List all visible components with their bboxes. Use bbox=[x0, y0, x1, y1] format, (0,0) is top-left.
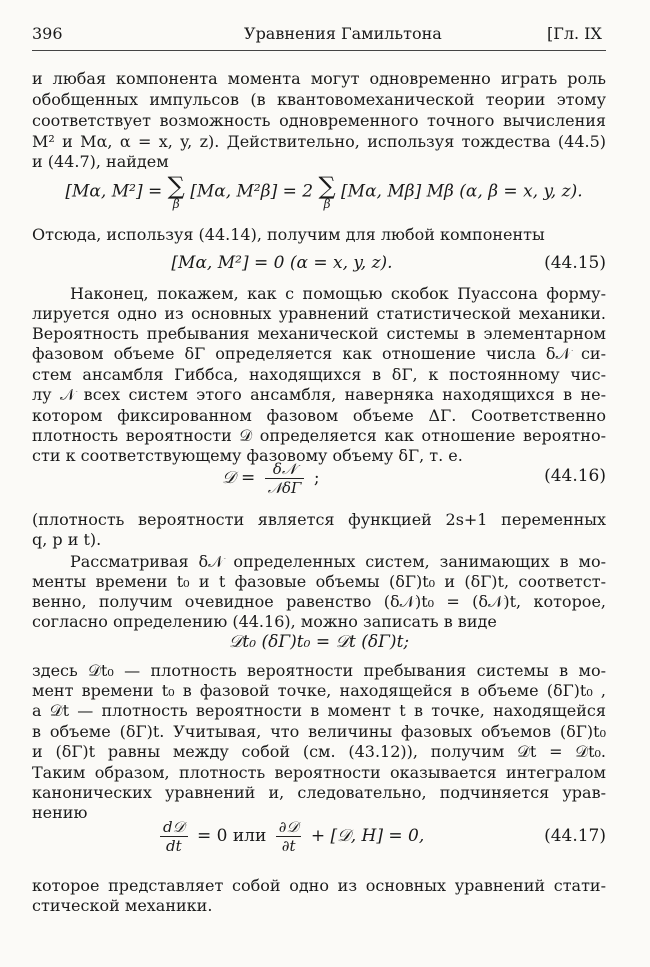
sum-symbol: ∑ β bbox=[167, 172, 185, 211]
equation-density-equality bbox=[32, 632, 606, 656]
running-title: Уравнения Гамильтона bbox=[244, 24, 442, 43]
text-line: Таким образом, плотность вероятности оказывается интегралом bbox=[32, 763, 606, 782]
eq3-left: 𝒟 = bbox=[222, 468, 256, 488]
text-line: обобщенных импульсов (в квантовомеханической теории этому bbox=[32, 90, 606, 109]
eq5-number: (44.17) bbox=[544, 826, 606, 846]
text-line: венно, получим очевидное равенство (δ𝒩)t₀ = (δ𝒩)t, которое, bbox=[32, 592, 606, 611]
equation-44-15 bbox=[32, 253, 606, 275]
eq2-number: (44.15) bbox=[544, 253, 606, 273]
text-line: мент времени t₀ в фазовой точке, находящейся в объеме (δΓ)t₀ , bbox=[32, 681, 606, 700]
chapter-label: [Гл. IX bbox=[547, 24, 602, 43]
eq5-fraction-1: $\frac{\text{d𝒟}}{dt}$ bbox=[160, 818, 188, 855]
equation-44-14-derivation bbox=[32, 166, 606, 222]
equation-44-17 bbox=[32, 814, 606, 864]
text-line: стической механики. bbox=[32, 896, 213, 915]
text-line: (плотность вероятности является функцией 2s+1 переменных bbox=[32, 510, 606, 529]
text-line: стем ансамбля Гиббса, находящихся в δΓ, к постоянному чис- bbox=[32, 365, 606, 384]
eq5-tail: + [𝒟, H] = 0, bbox=[310, 826, 425, 846]
text-line: q, p и t). bbox=[32, 530, 102, 549]
text-line: Отсюда, используя (44.14), получим для любой компоненты bbox=[32, 225, 545, 244]
text-line: лируется одно из основных уравнений статистической механики. bbox=[32, 304, 606, 323]
eq1-right: [Mα, Mβ] Mβ (α, β = x, y, z). bbox=[341, 181, 583, 202]
page-number: 396 bbox=[32, 24, 63, 43]
text-line: Вероятность пребывания механической системы в элементарном bbox=[32, 324, 606, 343]
eq5-mid: = 0 или bbox=[196, 826, 267, 846]
text-line: сти к соответствующему фазовому объему δΓ, т. е. bbox=[32, 446, 463, 465]
eq1-mid: [Mα, M²β] = 2 bbox=[190, 181, 314, 202]
text-line: канонических уравнений и, следовательно, подчиняется урав- bbox=[32, 783, 606, 802]
text-line: и любая компонента момента могут одновременно играть роль bbox=[32, 69, 606, 88]
eq5-fraction-2: $\frac{\text{∂𝒟}}{\partial t}$ bbox=[276, 818, 302, 855]
sum-symbol: ∑ β bbox=[318, 172, 336, 211]
text-line: Наконец, покажем, как с помощью скобок Пуассона форму- bbox=[70, 284, 606, 303]
text-line: здесь 𝒟t₀ — плотность вероятности пребывания системы в мо- bbox=[32, 661, 606, 680]
text-line: согласно определению (44.16), можно записать в виде bbox=[32, 612, 497, 631]
text-line: лу 𝒩 всех систем этого ансамбля, наверняка находящихся в не- bbox=[32, 385, 606, 404]
text-line: котором фиксированном фазовом объеме ΔΓ. Соответственно bbox=[32, 406, 606, 425]
text-line: плотность вероятности 𝒟 определяется как отношение вероятно- bbox=[32, 426, 606, 445]
text-line: а 𝒟t — плотность вероятности в момент t в точке, находящейся bbox=[32, 701, 606, 720]
eq4-body: 𝒟t₀ (δΓ)t₀ = 𝒟t (δΓ)t; bbox=[228, 632, 410, 652]
text-line: и (δΓ)t равны между собой (см. (43.12)), получим 𝒟t = 𝒟t₀. bbox=[32, 742, 606, 761]
eq3-number: (44.16) bbox=[544, 466, 606, 486]
eq1-left: [Mα, M²] = bbox=[65, 181, 163, 202]
text-line: менты времени t₀ и t фазовые объемы (δΓ)t₀ и (δΓ)t, соответст- bbox=[32, 572, 606, 591]
text-line: Рассматривая δ𝒩 определенных систем, занимающих в мо- bbox=[70, 552, 606, 571]
running-header bbox=[0, 22, 650, 46]
text-line: соответствует возможность одновременного точного вычисления bbox=[32, 111, 606, 130]
text-line: которое представляет собой одно из основных уравнений стати- bbox=[32, 876, 606, 895]
text-line: и (44.7), найдем bbox=[32, 152, 169, 171]
eq3-tail: ; bbox=[313, 468, 320, 488]
text-line: фазовом объеме δΓ определяется как отношение числа δ𝒩 си- bbox=[32, 344, 606, 363]
header-rule bbox=[32, 50, 606, 51]
eq3-fraction: $\frac{\text{δ𝒩}}{\text{𝒩δΓ}}$ bbox=[265, 460, 305, 497]
text-line: нению bbox=[32, 803, 88, 822]
text-line: M² и Mα, α = x, y, z). Действительно, используя тождества (44.5) bbox=[32, 132, 606, 151]
equation-44-16 bbox=[32, 458, 606, 504]
eq2-body: [Mα, M²] = 0 (α = x, y, z). bbox=[171, 253, 393, 273]
text-line: в объеме (δΓ)t. Учитывая, что величины фазовых объемов (δΓ)t₀ bbox=[32, 722, 606, 741]
